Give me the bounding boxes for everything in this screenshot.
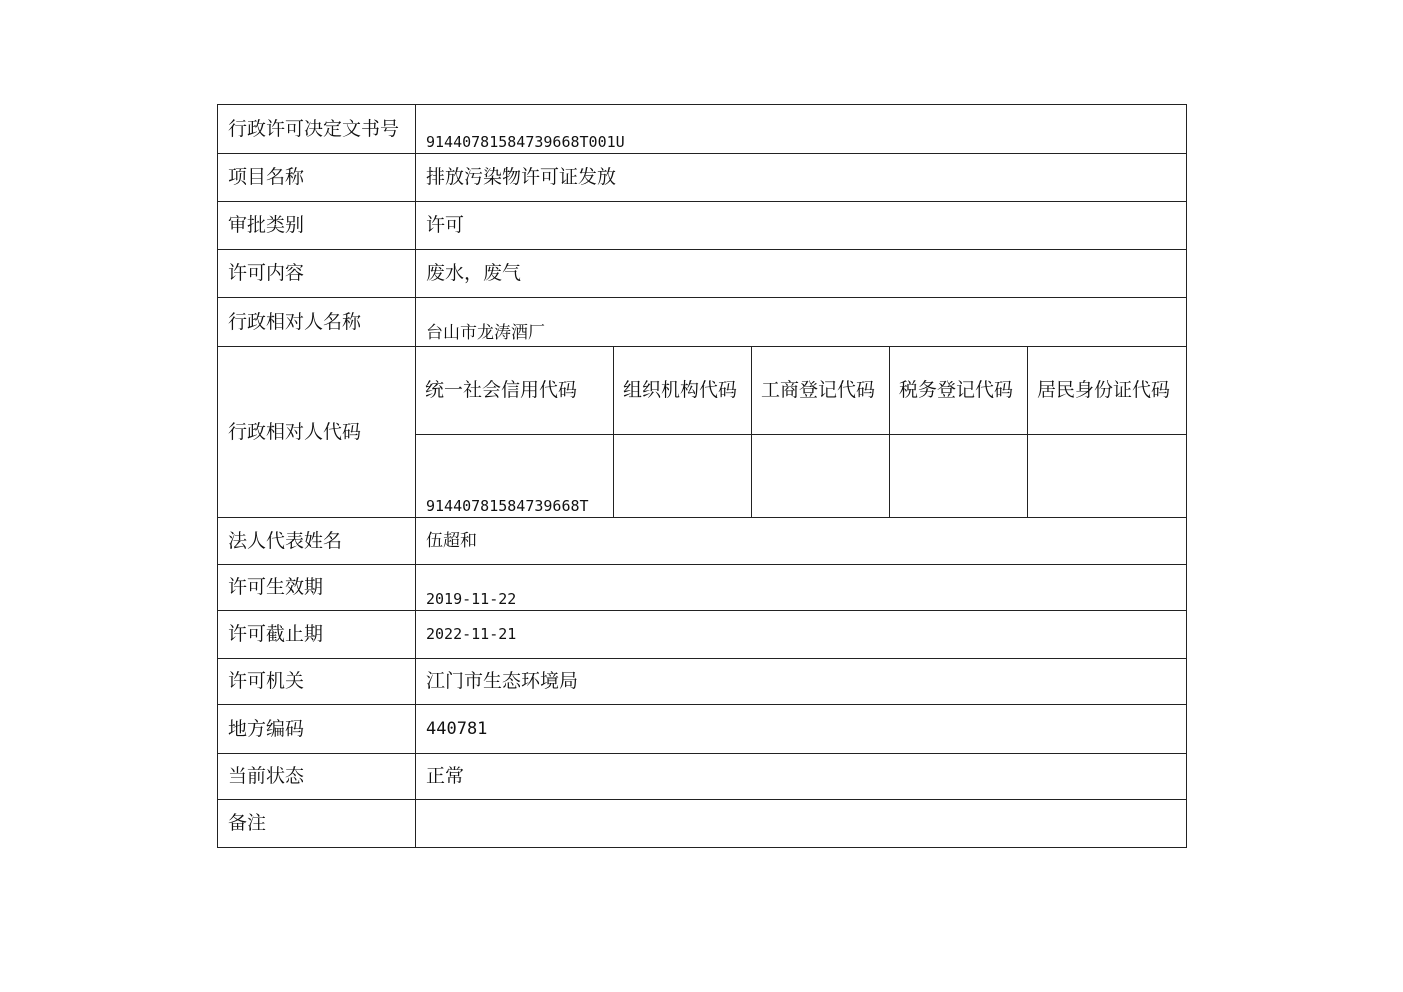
decision-no-value: 91440781584739668T001U xyxy=(416,105,1187,154)
row-effective-date xyxy=(218,565,1187,611)
project-name-label: 项目名称 xyxy=(218,154,416,202)
row-remarks xyxy=(218,800,1187,848)
counterparty-code-label: 行政相对人代码 xyxy=(218,347,416,518)
effective-date-value: 2019-11-22 xyxy=(416,565,1187,611)
counterparty-name-label: 行政相对人名称 xyxy=(218,298,416,347)
row-legal-rep xyxy=(218,518,1187,565)
credit-code-header: 统一社会信用代码 xyxy=(416,347,614,435)
remarks-label: 备注 xyxy=(218,800,416,848)
org-code-header: 组织机构代码 xyxy=(614,347,752,435)
tax-reg-code-header: 税务登记代码 xyxy=(890,347,1028,435)
org-code-value xyxy=(614,435,752,518)
row-status xyxy=(218,754,1187,800)
tax-reg-code-value xyxy=(890,435,1028,518)
expiry-date-label: 许可截止期 xyxy=(218,611,416,659)
approval-type-label: 审批类别 xyxy=(218,202,416,250)
region-code-value: 440781 xyxy=(416,705,1187,754)
id-card-code-header: 居民身份证代码 xyxy=(1028,347,1187,435)
row-region-code xyxy=(218,705,1187,754)
row-counterparty-code-headers xyxy=(218,347,1187,435)
decision-no-label: 行政许可决定文书号 xyxy=(218,105,416,154)
status-label: 当前状态 xyxy=(218,754,416,800)
counterparty-name-value: 台山市龙涛酒厂 xyxy=(416,298,1187,347)
row-permit-content xyxy=(218,250,1187,298)
business-reg-code-header: 工商登记代码 xyxy=(752,347,890,435)
row-expiry-date xyxy=(218,611,1187,659)
id-card-code-value xyxy=(1028,435,1187,518)
authority-label: 许可机关 xyxy=(218,659,416,705)
effective-date-label: 许可生效期 xyxy=(218,565,416,611)
row-counterparty-name xyxy=(218,298,1187,347)
permit-record-table xyxy=(217,104,1187,848)
remarks-value xyxy=(416,800,1187,848)
credit-code-value: 91440781584739668T xyxy=(416,435,614,518)
region-code-label: 地方编码 xyxy=(218,705,416,754)
project-name-value: 排放污染物许可证发放 xyxy=(416,154,1187,202)
expiry-date-value: 2022-11-21 xyxy=(416,611,1187,659)
legal-rep-value: 伍超和 xyxy=(416,518,1187,565)
row-authority xyxy=(218,659,1187,705)
row-decision-no xyxy=(218,105,1187,154)
permit-content-label: 许可内容 xyxy=(218,250,416,298)
row-project-name xyxy=(218,154,1187,202)
authority-value: 江门市生态环境局 xyxy=(416,659,1187,705)
approval-type-value: 许可 xyxy=(416,202,1187,250)
business-reg-code-value xyxy=(752,435,890,518)
permit-content-value: 废水，废气 xyxy=(416,250,1187,298)
legal-rep-label: 法人代表姓名 xyxy=(218,518,416,565)
status-value: 正常 xyxy=(416,754,1187,800)
row-approval-type xyxy=(218,202,1187,250)
